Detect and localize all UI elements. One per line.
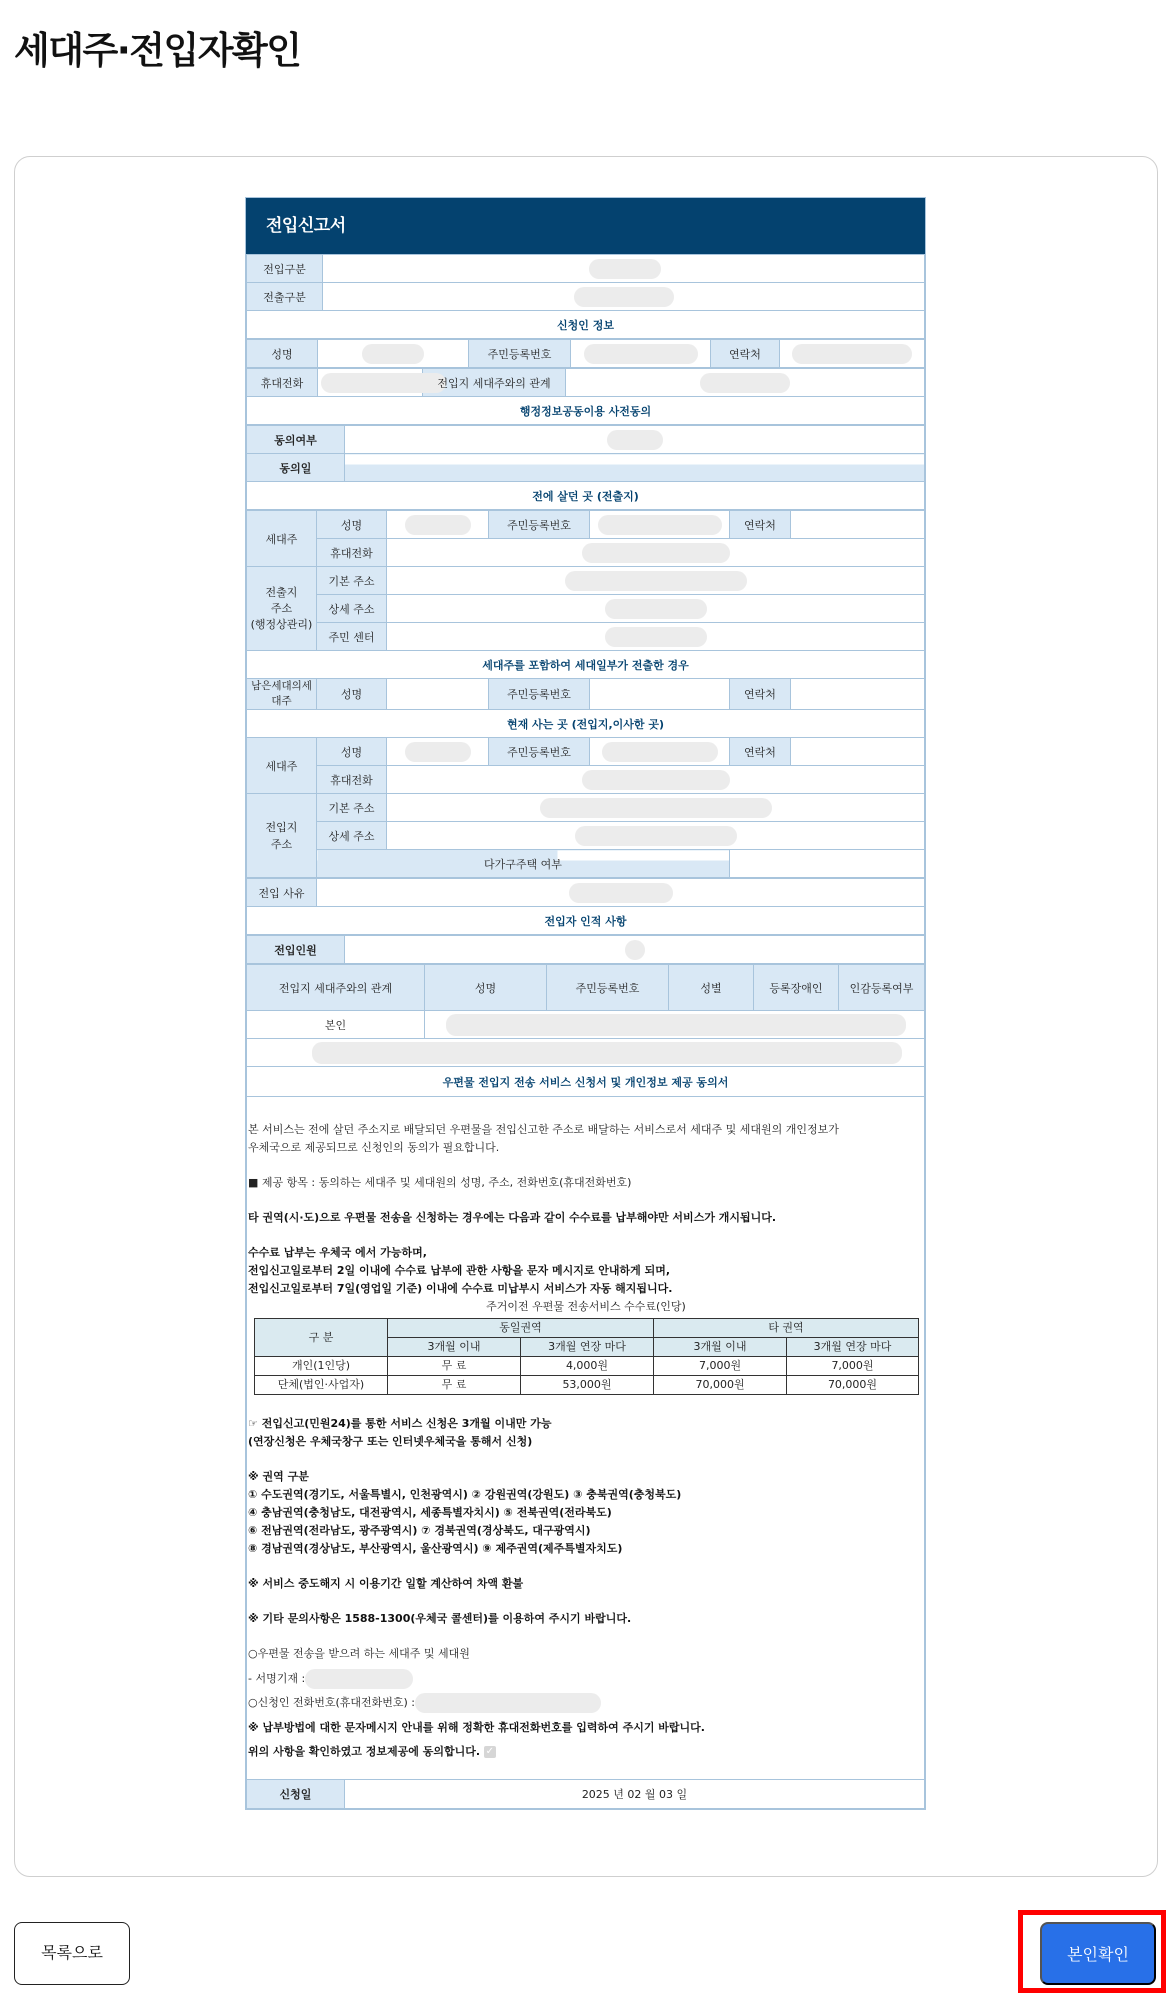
notice-phone: ※ 납부방법에 대한 문자메시지 안내를 위해 정확한 휴대전화번호를 입력하여 주시기 바랍니다. — [248, 1721, 705, 1734]
agree-label: 위의 사항을 확인하였고 정보제공에 동의합니다. — [248, 1745, 481, 1758]
move-in-type-value — [323, 255, 925, 283]
applicant-section-title: 신청인 정보 — [247, 311, 925, 339]
fee-value: 70,000원 — [654, 1376, 787, 1395]
fee-col-category: 구 분 — [255, 1319, 388, 1357]
fee-value: 7,000원 — [654, 1357, 787, 1376]
applicant-contact-value — [780, 340, 925, 368]
previous-rrn-label: 주민등록번호 — [489, 511, 590, 539]
signature-line — [248, 1669, 924, 1689]
consent-table — [246, 425, 925, 510]
fee-category: 단체(법인·사업자) — [255, 1376, 388, 1395]
notice-provided-items: ■ 제공 항목 : 동의하는 세대주 및 세대원의 성명, 주소, 전화번호(휴대전화번호) — [248, 1176, 632, 1189]
remaining-contact-value — [791, 679, 925, 710]
multi-house-value — [730, 850, 925, 878]
fee-row — [255, 1357, 919, 1376]
move-in-type-label: 전입구분 — [247, 255, 323, 283]
current-rrn-value — [590, 738, 730, 766]
consent-label: 동의여부 — [247, 426, 345, 454]
current-address-group-label: 전입지 주소 — [247, 794, 317, 878]
applicant-relation-value — [566, 369, 925, 397]
fee-value: 7,000원 — [787, 1357, 919, 1376]
remaining-name-label: 성명 — [317, 679, 387, 710]
back-to-list-button[interactable]: 목록으로 — [14, 1922, 130, 1985]
current-head-label: 세대주 — [247, 738, 317, 794]
current-contact-value — [791, 738, 925, 766]
form-basic-table — [246, 254, 925, 339]
notice-region-3: ⑥ 전남권역(전라남도, 광주광역시) ⑦ 경북권역(경상북도, 대구광역시) — [248, 1524, 591, 1537]
notice-recipients: ○우편물 전송을 받으려 하는 세대주 및 세대원 — [248, 1647, 470, 1660]
persons-header-relation: 전입지 세대주와의 관계 — [247, 965, 425, 1011]
consent-date-value — [345, 454, 925, 482]
previous-basic-address-label: 기본 주소 — [317, 567, 387, 595]
current-name-label: 성명 — [317, 738, 387, 766]
postal-section-title: 우편물 전입지 전송 서비스 신청서 및 개인정보 제공 동의서 — [247, 1067, 925, 1097]
notice-refund: ※ 서비스 중도해지 시 이용기간 일할 계산하여 차액 환불 — [248, 1577, 524, 1590]
notice-intro-2: 우체국으로 제공되므로 신청인의 동의가 필요합니다. — [248, 1141, 500, 1154]
persons-row-details — [425, 1011, 925, 1039]
current-basic-address-label: 기본 주소 — [317, 794, 387, 822]
persons-count-value — [345, 936, 925, 964]
fee-sub-other-extend: 3개월 연장 마다 — [787, 1338, 919, 1357]
previous-mobile-label: 휴대전화 — [317, 539, 387, 567]
notice-region-title: ※ 권역 구분 — [248, 1470, 309, 1483]
persons-table — [246, 964, 925, 1097]
consent-date-label: 동의일 — [247, 454, 345, 482]
notice-region-4: ⑧ 경남권역(경상남도, 부산광역시, 울산광역시) ⑨ 제주권역(제주특별자치도) — [248, 1542, 623, 1555]
apply-date-label: 신청일 — [247, 1780, 345, 1809]
fee-table — [254, 1318, 919, 1395]
previous-basic-address-value — [387, 567, 925, 595]
fee-table-caption: 주거이전 우편물 전송서비스 수수료(인당) — [486, 1300, 686, 1313]
applicant-table — [246, 339, 925, 368]
current-basic-address-value — [387, 794, 925, 822]
fee-value: 무 료 — [388, 1357, 521, 1376]
move-in-report-form — [245, 197, 926, 1810]
apply-date-table — [246, 1779, 925, 1809]
persons-count-label: 전입인원 — [247, 936, 345, 964]
signature-label: - 서명기재 : — [248, 1672, 306, 1685]
notice-region-1: ① 수도권역(경기도, 서울특별시, 인천광역시) ② 강원권역(강원도) ③ 충북권역(충청북도) — [248, 1488, 682, 1501]
current-contact-label: 연락처 — [730, 738, 791, 766]
previous-name-label: 성명 — [317, 511, 387, 539]
admin-consent-section-title: 행정정보공동이용 사전동의 — [247, 397, 925, 425]
remaining-rrn-value — [590, 679, 730, 710]
persons-header-rrn: 주민등록번호 — [547, 965, 669, 1011]
persons-row-relation: 본인 — [247, 1011, 425, 1039]
notice-region-2: ④ 충남권역(충청남도, 대전광역시, 세종특별자치시) ⑤ 전북권역(전라북도) — [248, 1506, 612, 1519]
notice-apply-limit-2: (연장신청은 우체국창구 또는 인터넷우체국을 통해서 신청) — [248, 1435, 533, 1448]
current-detail-address-label: 상세 주소 — [317, 822, 387, 850]
previous-address-table — [246, 510, 925, 878]
reason-value — [317, 879, 925, 907]
fee-value: 4,000원 — [521, 1357, 654, 1376]
applicant-name-label: 성명 — [247, 340, 318, 368]
form-header: 전입신고서 — [246, 198, 925, 254]
previous-contact-value — [791, 511, 925, 539]
persons-header-gender: 성별 — [669, 965, 754, 1011]
previous-rrn-value — [590, 511, 730, 539]
fee-group-same: 동일권역 — [388, 1319, 654, 1338]
multi-house-label: 다가구주택 여부 — [317, 850, 730, 878]
previous-detail-address-value — [387, 595, 925, 623]
fee-value: 53,000원 — [521, 1376, 654, 1395]
applicant-contact-label: 연락처 — [711, 340, 780, 368]
persons-header-disabled: 등록장애인 — [754, 965, 839, 1011]
current-detail-address-value — [387, 822, 925, 850]
applicant-phone-line — [248, 1693, 924, 1713]
fee-category: 개인(1인당) — [255, 1357, 388, 1376]
fee-sub-other-within: 3개월 이내 — [654, 1338, 787, 1357]
agree-line — [248, 1743, 924, 1761]
previous-head-label: 세대주 — [247, 511, 317, 567]
previous-name-value — [387, 511, 489, 539]
remaining-contact-label: 연락처 — [730, 679, 791, 710]
previous-section-title: 전에 살던 곳 (전출지) — [247, 482, 925, 510]
page-title: 세대주·전입자확인 — [14, 29, 301, 72]
remaining-rrn-label: 주민등록번호 — [489, 679, 590, 710]
applicant-mobile-label: 휴대전화 — [247, 369, 318, 397]
remaining-head-label: 남은세대의세 대주 — [247, 679, 317, 710]
fee-group-other: 타 권역 — [654, 1319, 919, 1338]
notice-fee: 타 권역(시·도)으로 우편물 전송을 신청하는 경우에는 다음과 같이 수수료를 납부해야만 서비스가 개시됩니다. — [248, 1211, 777, 1224]
fee-value: 70,000원 — [787, 1376, 919, 1395]
applicant-table-2 — [246, 368, 925, 425]
current-mobile-value — [387, 766, 925, 794]
partial-section-title: 세대주를 포함하여 세대일부가 전출한 경우 — [247, 651, 925, 679]
current-name-value — [387, 738, 489, 766]
persons-header-name: 성명 — [425, 965, 547, 1011]
previous-mobile-value — [387, 539, 925, 567]
current-mobile-label: 휴대전화 — [317, 766, 387, 794]
applicant-name-value — [318, 340, 469, 368]
persons-row — [247, 1011, 925, 1039]
agree-checkbox[interactable]: ✓ — [485, 1746, 495, 1757]
notice-inquiry: ※ 기타 문의사항은 1588-1300(우체국 콜센터)를 이용하여 주시기 바랍니다. — [248, 1612, 632, 1625]
current-rrn-label: 주민등록번호 — [489, 738, 590, 766]
current-section-title: 현재 사는 곳 (전입지,이사한 곳) — [247, 710, 925, 738]
notice-payment-1: 수수료 납부는 우체국 에서 가능하며, — [248, 1246, 427, 1259]
applicant-rrn-value — [571, 340, 711, 368]
remaining-name-value — [387, 679, 489, 710]
previous-address-group-label: 전출지 주소 (행정상관리) — [247, 567, 317, 651]
verify-identity-button[interactable]: 본인확인 — [1040, 1922, 1156, 1985]
consent-value — [345, 426, 925, 454]
reason-table — [246, 878, 925, 935]
persons-section-title: 전입자 인적 사항 — [247, 907, 925, 935]
fee-value: 무 료 — [388, 1376, 521, 1395]
postal-notice — [246, 1097, 925, 1779]
reason-label: 전입 사유 — [247, 879, 317, 907]
apply-date-value: 2025 년 02 월 03 일 — [345, 1780, 925, 1809]
fee-row — [255, 1376, 919, 1395]
fee-sub-same-within: 3개월 이내 — [388, 1338, 521, 1357]
previous-detail-address-label: 상세 주소 — [317, 595, 387, 623]
move-out-type-value — [323, 283, 925, 311]
move-out-type-label: 전출구분 — [247, 283, 323, 311]
applicant-phone-label: ○신청인 전화번호(휴대전화번호) : — [248, 1696, 416, 1709]
persons-row-extra — [247, 1039, 925, 1067]
applicant-rrn-label: 주민등록번호 — [469, 340, 571, 368]
previous-contact-label: 연락처 — [730, 511, 791, 539]
notice-payment-3: 전입신고일로부터 7일(영업일 기준) 이내에 수수료 미납부시 서비스가 자동 해지됩니다. — [248, 1282, 673, 1295]
previous-center-value — [387, 623, 925, 651]
fee-sub-same-extend: 3개월 연장 마다 — [521, 1338, 654, 1357]
previous-center-label: 주민 센터 — [317, 623, 387, 651]
notice-payment-2: 전입신고일로부터 2일 이내에 수수료 납부에 관한 사항을 문자 메시지로 안내하게 되며, — [248, 1264, 671, 1277]
persons-row-extra-details — [247, 1039, 925, 1067]
applicant-mobile-value — [318, 369, 423, 397]
notice-intro-1: 본 서비스는 전에 살던 주소지로 배달되던 우편물을 전입신고한 주소로 배달하는 서비스로서 세대주 및 세대원의 개인정보가 — [248, 1123, 839, 1136]
notice-apply-limit-1: ☞ 전입신고(민원24)를 통한 서비스 신청은 3개월 이내만 가능 — [248, 1417, 552, 1430]
persons-count-table — [246, 935, 925, 964]
applicant-relation-label: 전입지 세대주와의 관계 — [423, 369, 566, 397]
persons-header-seal: 인감등록여부 — [839, 965, 925, 1011]
